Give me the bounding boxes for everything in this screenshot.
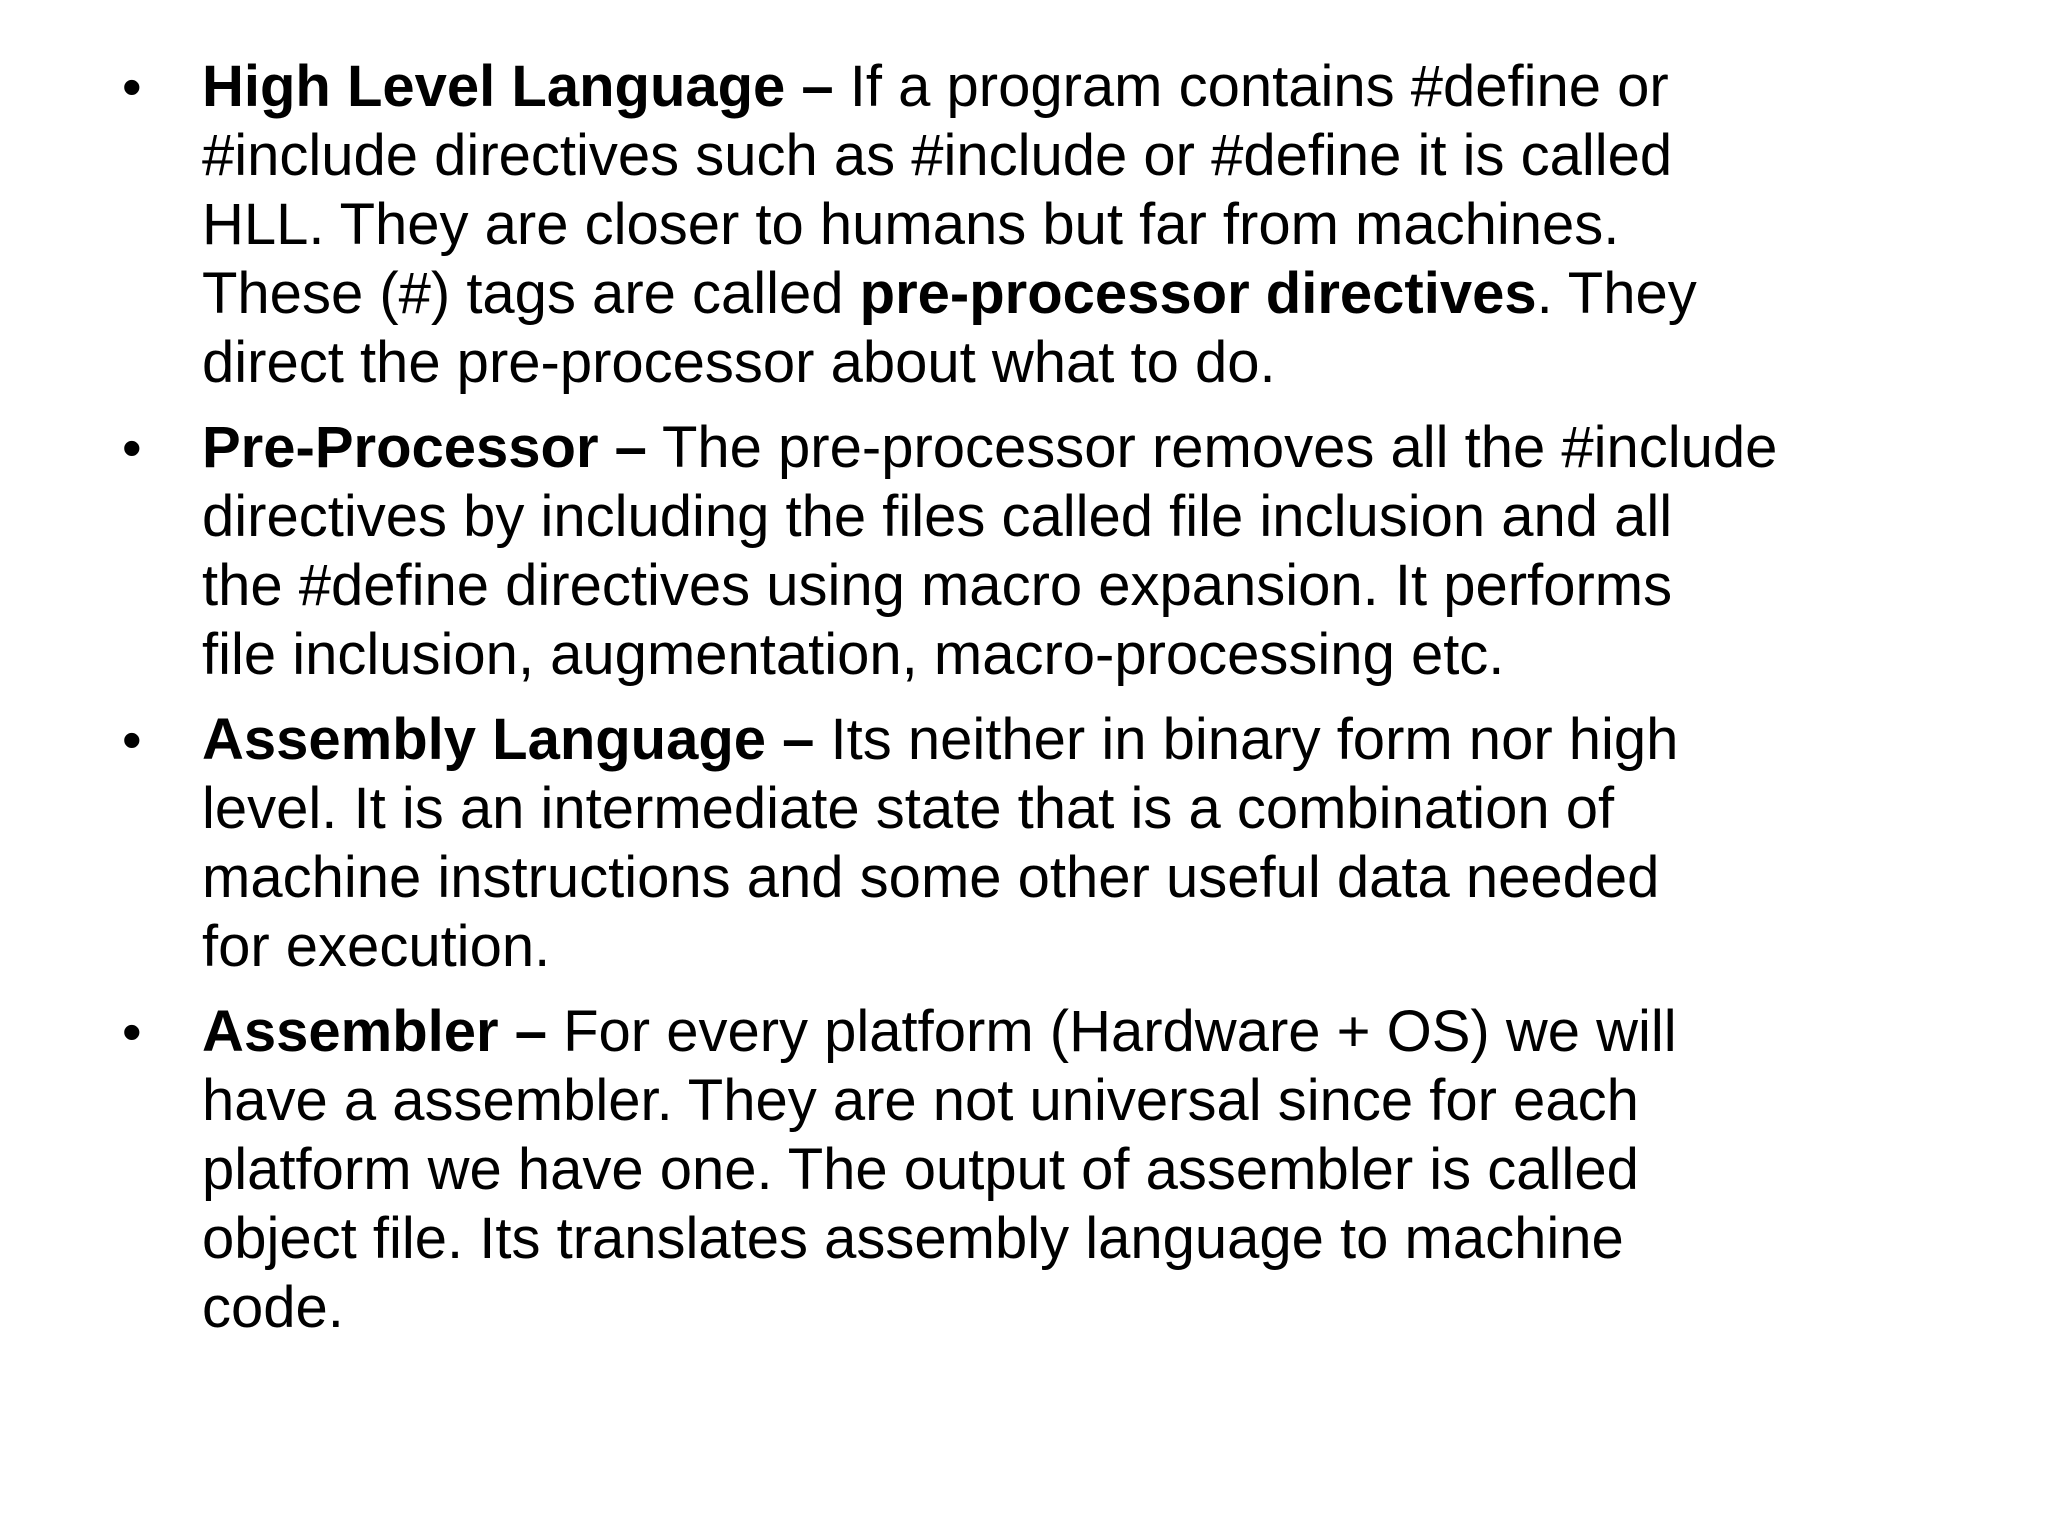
bullet-line [202,997,2010,1066]
bullet-term: High Level Language – [202,54,834,119]
bullet-line: level. It is an intermediate state that is a combination of [202,776,1615,841]
bullet-line: code. [202,1275,344,1340]
bullet-dot-icon: • [122,416,142,479]
bullet-text: Its neither in binary form nor high [814,707,1679,772]
bullet-line: object file. Its translates assembly language to machine [202,1206,1624,1271]
bullet-line: directives by including the files called file inclusion and all [202,484,1673,549]
bullet-line: for execution. [202,914,551,979]
bullet-line: the #define directives using macro expansion. It performs [202,553,1673,618]
bullet-item-high-level-language [110,52,2010,397]
bullet-line [202,705,2010,774]
bullet-line [202,259,2010,328]
bullet-term: Pre-Processor – [202,415,647,480]
bullet-text: If a program contains #define or [833,54,1669,119]
bullet-text: . They [1536,261,1697,326]
bullet-text: The pre-processor removes all the #include [646,415,1778,480]
bullet-line: have a assembler. They are not universal since for each [202,1068,1639,1133]
bullet-list [110,52,2010,1358]
bullet-term: Assembly Language – [202,707,815,772]
bullet-text: These (#) tags are called [202,261,860,326]
bullet-line: file inclusion, augmentation, macro-processing etc. [202,622,1505,687]
bullet-dot-icon: • [122,1000,142,1063]
bullet-term: Assembler – [202,999,547,1064]
bullet-dot-icon: • [122,708,142,771]
bullet-line: platform we have one. The output of assembler is called [202,1137,1639,1202]
bullet-line [202,52,2010,121]
bold-phrase-pre-processor-directives: pre-processor directives [859,261,1537,326]
bullet-line: direct the pre-processor about what to do. [202,330,1276,395]
bullet-line: HLL. They are closer to humans but far from machines. [202,192,1620,257]
bullet-text: For every platform (Hardware + OS) we will [546,999,1677,1064]
bullet-line: machine instructions and some other useful data needed [202,845,1660,910]
bullet-line: #include directives such as #include or #define it is called [202,123,1673,188]
bullet-line [202,413,2010,482]
bullet-item-assembler [110,997,2010,1342]
bullet-dot-icon: • [122,55,142,118]
bullet-item-assembly-language [110,705,2010,981]
bullet-item-pre-processor [110,413,2010,689]
